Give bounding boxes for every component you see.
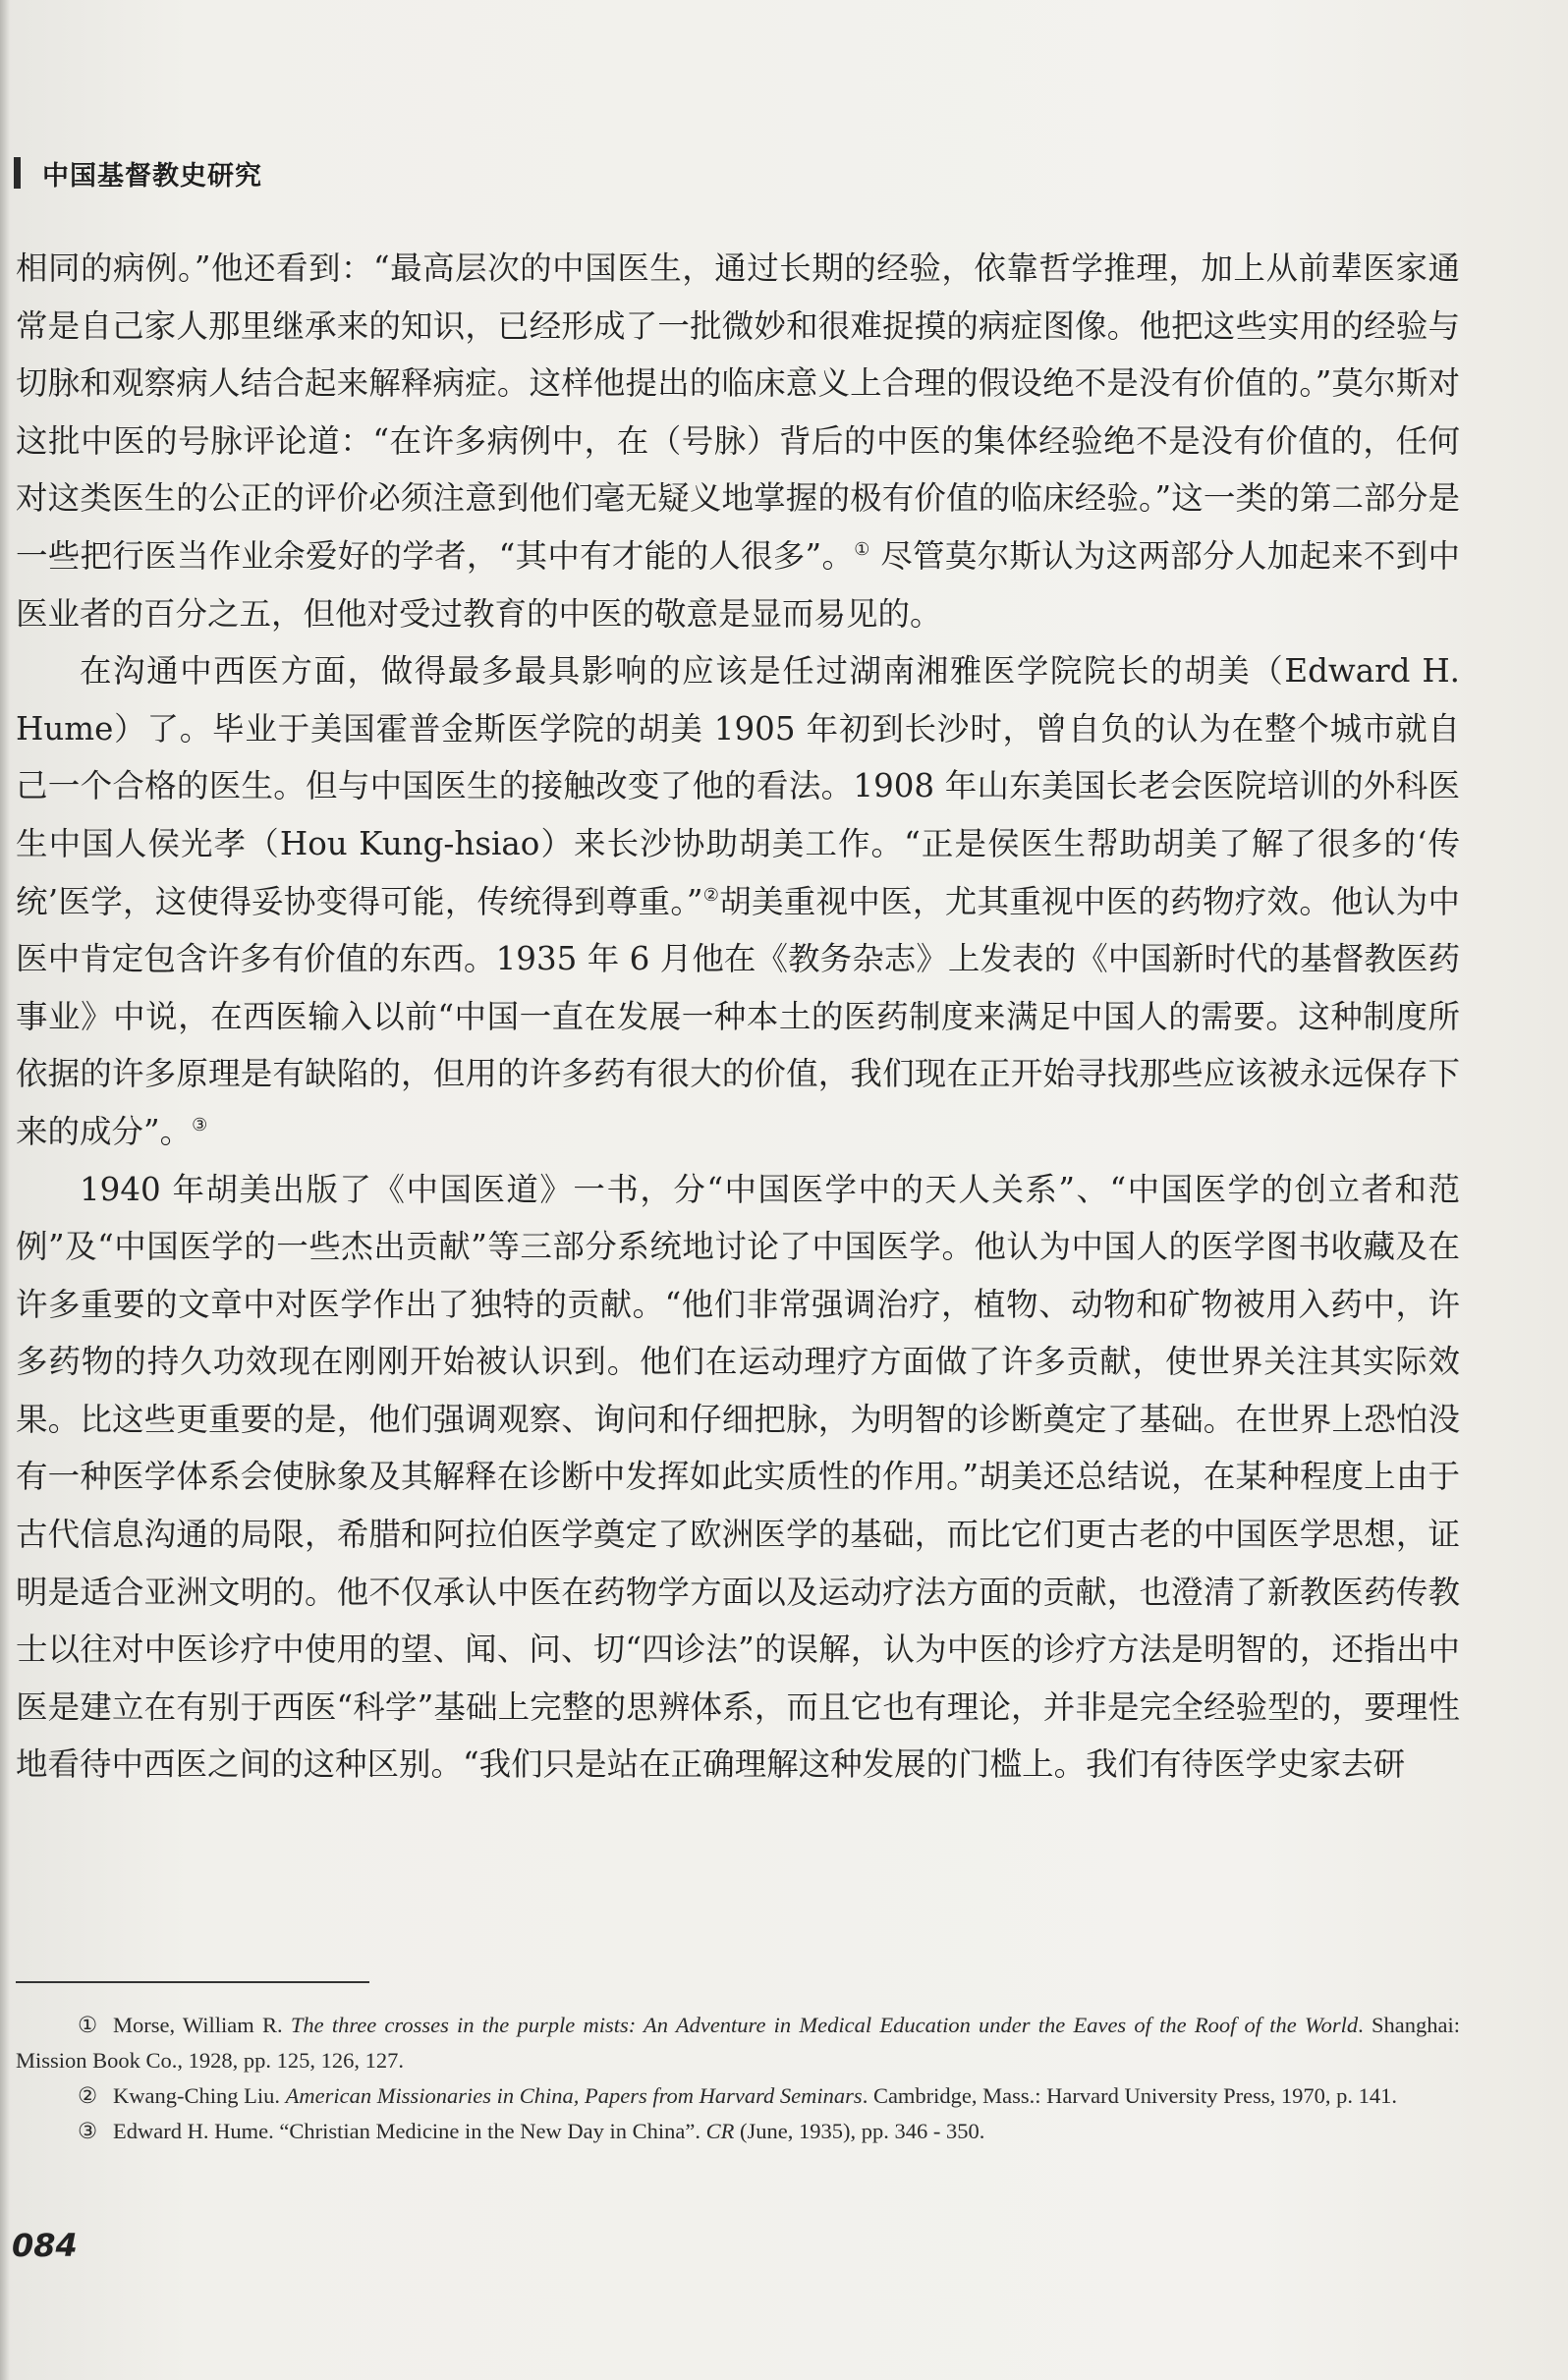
footnote-2-publication: . Cambridge, Mass.: Harvard University Press, 1970, p. 141. (862, 2083, 1397, 2108)
footnote-3-author: Edward H. Hume. “Christian Medicine in the New Day in China”. (113, 2119, 706, 2143)
footnotes (16, 2008, 1460, 2149)
footnote-1-author: Morse, William R. (113, 2013, 291, 2037)
paragraph-3-text: 1940 年胡美出版了《中国医道》一书，分“中国医学中的天人关系”、“中国医学的创立者和范例”及“中国医学的一些杰出贡献”等三部分系统地讨论了中国医学。他认为中国人的医学图书收藏及在许多重要的文章中对医学作出了独特的贡献。“他们非常强调治疗，植物、动物和矿物被用入药中，许多药物的持久功效现在刚刚开始被认识到。他们在运动理疗方面做了许多贡献，使世界关注其实际效果。比这些更重要的是，他们强调观察、询问和仔细把脉，为明智的诊断奠定了基础。在世界上恐怕没有一种医学体系会使脉象及其解释在诊断中发挥如此实质性的作用。”胡美还总结说，在某种程度上由于古代信息沟通的局限，希腊和阿拉伯医学奠定了欧洲医学的基础，而比它们更古老的中国医学思想，证明是适合亚洲文明的。他不仅承认中医在药物学方面以及运动疗法方面的贡献，也澄清了新教医药传教士以往对中医诊疗中使用的望、闻、问、切“四诊法”的误解，认为中医的诊疗方法是明智的，还指出中医是建立在有别于西医“科学”基础上完整的思辨体系，而且它也有理论，并非是完全经验型的，要理性地看待中西医之间的这种区别。“我们只是站在正确理解这种发展的门槛上。我们有待医学史家去研 (16, 1170, 1460, 1784)
page-spine-shadow (0, 0, 10, 2380)
footnote-3-number: ③ (78, 2119, 98, 2143)
running-head-title: 中国基督教史研究 (42, 160, 262, 192)
paragraph-1-text: 相同的病例。”他还看到：“最高层次的中国医生，通过长期的经验，依靠哲学推理，加上从前辈医家通常是自己家人那里继承来的知识，已经形成了一批微妙和很难捉摸的病症图像。他把这些实用的经验与切脉和观察病人结合起来解释病症。这样他提出的临床意义上合理的假设绝不是没有价值的。”莫尔斯对这批中医的号脉评论道：“在许多病例中，在（号脉）背后的中医的集体经验绝不是没有价值的，任何对这类医生的公正的评价必须注意到他们毫无疑义地掌握的极有价值的临床经验。”这一类的第二部分是一些把行医当作业余爱好的学者，“其中有才能的人很多”。 (16, 249, 1460, 575)
footnote-divider (16, 1981, 369, 1983)
footnote-ref-2[interactable]: ② (702, 884, 720, 906)
footnote-2-title: American Missionaries in China, Papers from Harvard Seminars (285, 2083, 863, 2108)
paragraph-1-continued: 尽管莫尔斯认为这两部分人加起来不到中医业者的百分之五，但他对受过教育的中医的敬意是显而易见的。 (16, 536, 1460, 633)
footnote-ref-1[interactable]: ① (854, 539, 870, 561)
footnote-3-publication: (June, 1935), pp. 346 - 350. (734, 2119, 985, 2143)
footnote-1-number: ① (78, 2013, 98, 2037)
footnote-2-author: Kwang-Ching Liu. (113, 2083, 286, 2108)
paragraph-2 (16, 642, 1460, 1160)
footnote-1 (16, 2008, 1460, 2078)
footnote-2 (16, 2078, 1460, 2114)
paragraph-3 (16, 1161, 1460, 1795)
footnote-ref-3[interactable]: ③ (192, 1115, 208, 1136)
paragraph-2-continued: 胡美重视中医，尤其重视中医的药物疗效。他认为中医中肯定包含许多有价值的东西。1935 年 6 月他在《教务杂志》上发表的《中国新时代的基督教医药事业》中说，在西医输入以前“中国一直在发展一种本土的医药制度来满足中国人的需要。这种制度所依据的许多原理是有缺陷的，但用的许多药有很大的价值，我们现在正开始寻找那些应该被永远保存下来的成分”。 (16, 882, 1460, 1150)
paragraph-2-text: 在沟通中西医方面，做得最多最具影响的应该是任过湖南湘雅医学院院长的胡美（Edward H. Hume）了。毕业于美国霍普金斯医学院的胡美 1905 年初到长沙时，曾自负的认为在整个城市就自己一个合格的医生。但与中国医生的接触改变了他的看法。1908 年山东美国长老会医院培训的外科医生中国人侯光孝（Hou Kung-hsiao）来长沙协助胡美工作。“正是侯医生帮助胡美了解了很多的‘传统’医学，这使得妥协变得可能，传统得到尊重。” (16, 652, 1460, 920)
paragraph-1 (16, 240, 1460, 642)
footnote-1-title: The three crosses in the purple mists: An Adventure in Medical Education under the Eaves of the Roof of the World (290, 2013, 1359, 2037)
page-number: 084 (12, 2227, 78, 2264)
body-text (16, 240, 1460, 1794)
footnote-2-number: ② (78, 2083, 98, 2108)
running-head (14, 155, 262, 191)
running-head-bar (14, 157, 21, 189)
footnote-3 (16, 2114, 1460, 2149)
footnote-1-publication: . Shanghai: Mission Book Co., 1928, pp. 125, 126, 127. (16, 2013, 1461, 2073)
footnote-3-journal: CR (705, 2119, 735, 2143)
